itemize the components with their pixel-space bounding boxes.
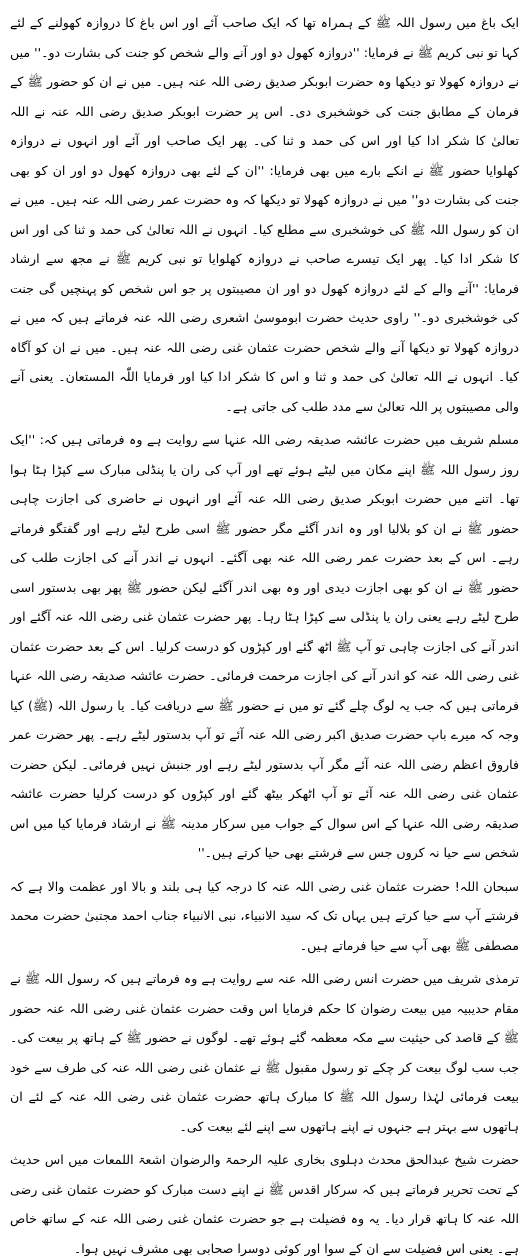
paragraph-tirmidhi-hadith: ترمذی شریف میں حضرت انس رضی اللہ عنہ سے روایت ہے وہ فرماتے ہیں کہ رسول اللہ ﷺ نے مقام حدیبیہ میں بیعت رضوان کا حکم فرمایا اس وقت حضرت عثمان غنی رضی اللہ عنہ حضور ﷺ کے قاصد کی حیثیت سے مکہ معظمہ گئے ہوئے تھے۔ لوگوں نے حضور ﷺ کے ہاتھ پر بیعت کی۔ جب سب لوگ بیعت کر چکے تو رسول مقبول ﷺ نے عثمان غنی رضی اللہ عنہ کی طرف سے خود بیعت فرمائی لہٰذا رسول اللہ ﷺ کا مبارک ہاتھ حضرت عثمان غنی رضی اللہ عنہ کے لئے ان ہاتھوں سے بہتر ہے جنہوں نے اپنے ہاتھوں سے اپنے لئے بیعت کی۔: [10, 971, 519, 1134]
paragraph-garden-hadith: ایک باغ میں رسول اللہ ﷺ کے ہمراہ تھا کہ ایک صاحب آئے اور اس باغ کا دروازہ کھولنے کے لئے کہا تو نبی کریم ﷺ نے فرمایا: ''دروازہ کھول دو اور آنے والے شخص کو جنت کی بشارت دو۔'' میں نے دروازہ کھولا تو دیکھا وہ حضرت ابوبکر صدیق رضی اللہ عنہ ہیں۔ میں نے ان کو حضور ﷺ کے فرمان کے مطابق جنت کی خوشخبری دی۔ اس پر حضرت ابوبکر صدیق رضی اللہ عنہ نے اللہ تعالیٰ کا شکر ادا کیا اور اس کی حمد و ثنا کی۔ پھر ایک صاحب اور آئے اور انہوں نے دروازہ کھلوایا حضور ﷺ نے انکے بارے میں بھی فرمایا: ''ان کے لئے بھی دروازہ کھول دو اور ان کو بھی جنت کی بشارت دو'' میں نے دروازہ کھولا تو دیکھا کہ وہ حضرت عمر رضی اللہ عنہ ہیں۔ میں نے ان کو رسول اللہ ﷺ کی خوشخبری سے مطلع کیا۔ انہوں نے اللہ تعالیٰ کی حمد و ثنا کی اور اس کا شکر ادا کیا۔ پھر ایک تیسرے صاحب نے دروازہ کھلوایا تو نبی کریم ﷺ نے مجھ سے ارشاد فرمایا: ''آنے والے کے لئے دروازہ کھول دو اور ان مصیبتوں پر جو اس شخص کو پہنچیں گی جنت کی خوشخبری دو۔'' راوی حدیث حضرت ابوموسیٰ اشعری رضی اللہ عنہ فرماتے ہیں کہ میں نے دروازہ کھولا تو دیکھا آنے والے شخص حضرت عثمان غنی رضی اللہ عنہ ہیں۔ میں نے ان کو آگاہ کیا۔ انہوں نے اللہ تعالیٰ کی حمد و ثنا و اس کا شکر ادا کیا اور فرمایا اللّٰہ المستعان۔ یعنی آنے والی مصیبتوں پر اللہ تعالیٰ سے مدد طلب کی جاتی ہے۔: [10, 15, 519, 414]
paragraph-shaykh-commentary: حضرت شیخ عبدالحق محدث دہلوی بخاری علیہ الرحمۃ والرضوان اشعۃ اللمعات میں اس حدیث کے تحت تحریر فرماتے ہیں کہ سرکار اقدس ﷺ نے اپنے دست مبارک کو حضرت عثمان غنی رضی اللہ عنہ کا ہاتھ قرار دیا۔ یہ وہ فضیلت ہے جو حضرت عثمان غنی رضی اللہ عنہ کے ساتھ خاص ہے۔ یعنی اس فضیلت سے ان کے سوا اور کوئی دوسرا صحابی بھی مشرف نہیں ہوا۔: [10, 1152, 519, 1256]
paragraph-muslim-hadith: مسلم شریف میں حضرت عائشہ صدیقہ رضی اللہ عنہا سے روایت ہے وہ فرماتی ہیں کہ: ''ایک روز رسول اللہ ﷺ اپنے مکان میں لیٹے ہوئے تھے اور آپ کی ران یا پنڈلی مبارک سے کپڑا ہٹا ہوا تھا۔ اتنے میں حضرت ابوبکر صدیق رضی اللہ عنہ آئے اور انہوں نے حاضری کی اجازت چاہی حضور ﷺ نے ان کو بلالیا اور وہ اندر آگئے مگر حضور ﷺ اسی طرح لیٹے رہے اور گفتگو فرماتے رہے۔ اس کے بعد حضرت عمر رضی اللہ عنہ بھی آگئے۔ انہوں نے اندر آنے کی اجازت طلب کی حضور ﷺ نے ان کو بھی اجازت دیدی اور وہ بھی اندر آگئے لیکن حضور ﷺ پھر بھی بدستور اسی طرح لیٹے رہے یعنی ران یا پنڈلی سے کپڑا ہٹا رہا۔ پھر حضرت عثمان غنی رضی اللہ عنہ آگئے اور اندر آنے کی اجازت چاہی تو آپ ﷺ اٹھ گئے اور کپڑوں کو درست کرلیا۔ اس کے بعد حضرت عثمان غنی رضی اللہ عنہ کو اندر آنے کی اجازت مرحمت فرمائی۔ حضرت عائشہ صدیقہ رضی اللہ عنہا فرماتی ہیں کہ جب یہ لوگ چلے گئے تو میں نے حضور ﷺ سے دریافت کیا۔ یا رسول اللہ (ﷺ) کیا وجہ کہ میرے باپ حضرت صدیق اکبر رضی اللہ عنہ آئے تو آپ بدستور لیٹے رہے۔ پھر حضرت عمر فاروق اعظم رضی اللہ عنہ آئے مگر آپ بدستور لیٹے رہے اور جنبش نہیں فرمائی۔ لیکن حضرت عثمان غنی رضی اللہ عنہ آئے تو آپ اٹھکر بیٹھ گئے اور کپڑوں کو درست کرلیا حضرت عائشہ صدیقہ رضی اللہ عنہا کے اس سوال کے جواب میں سرکار مدینہ ﷺ نے ارشاد فرمایا کیا میں اس شخص سے حیا نہ کروں جس سے فرشتے بھی حیا کرتے ہیں۔'': [10, 432, 519, 860]
paragraph-subhanallah: سبحان اللہ! حضرت عثمان غنی رضی اللہ عنہ کا درجہ کیا ہی بلند و بالا اور عظمت والا ہے کہ فرشتے آپ سے حیا کرتے ہیں یہاں تک کہ سید الانبیاء، نبی الانبیاء جناب احمد مجتبیٰ حضرت محمد مصطفی ﷺ بھی آپ سے حیا فرماتے ہیں۔: [10, 878, 519, 953]
